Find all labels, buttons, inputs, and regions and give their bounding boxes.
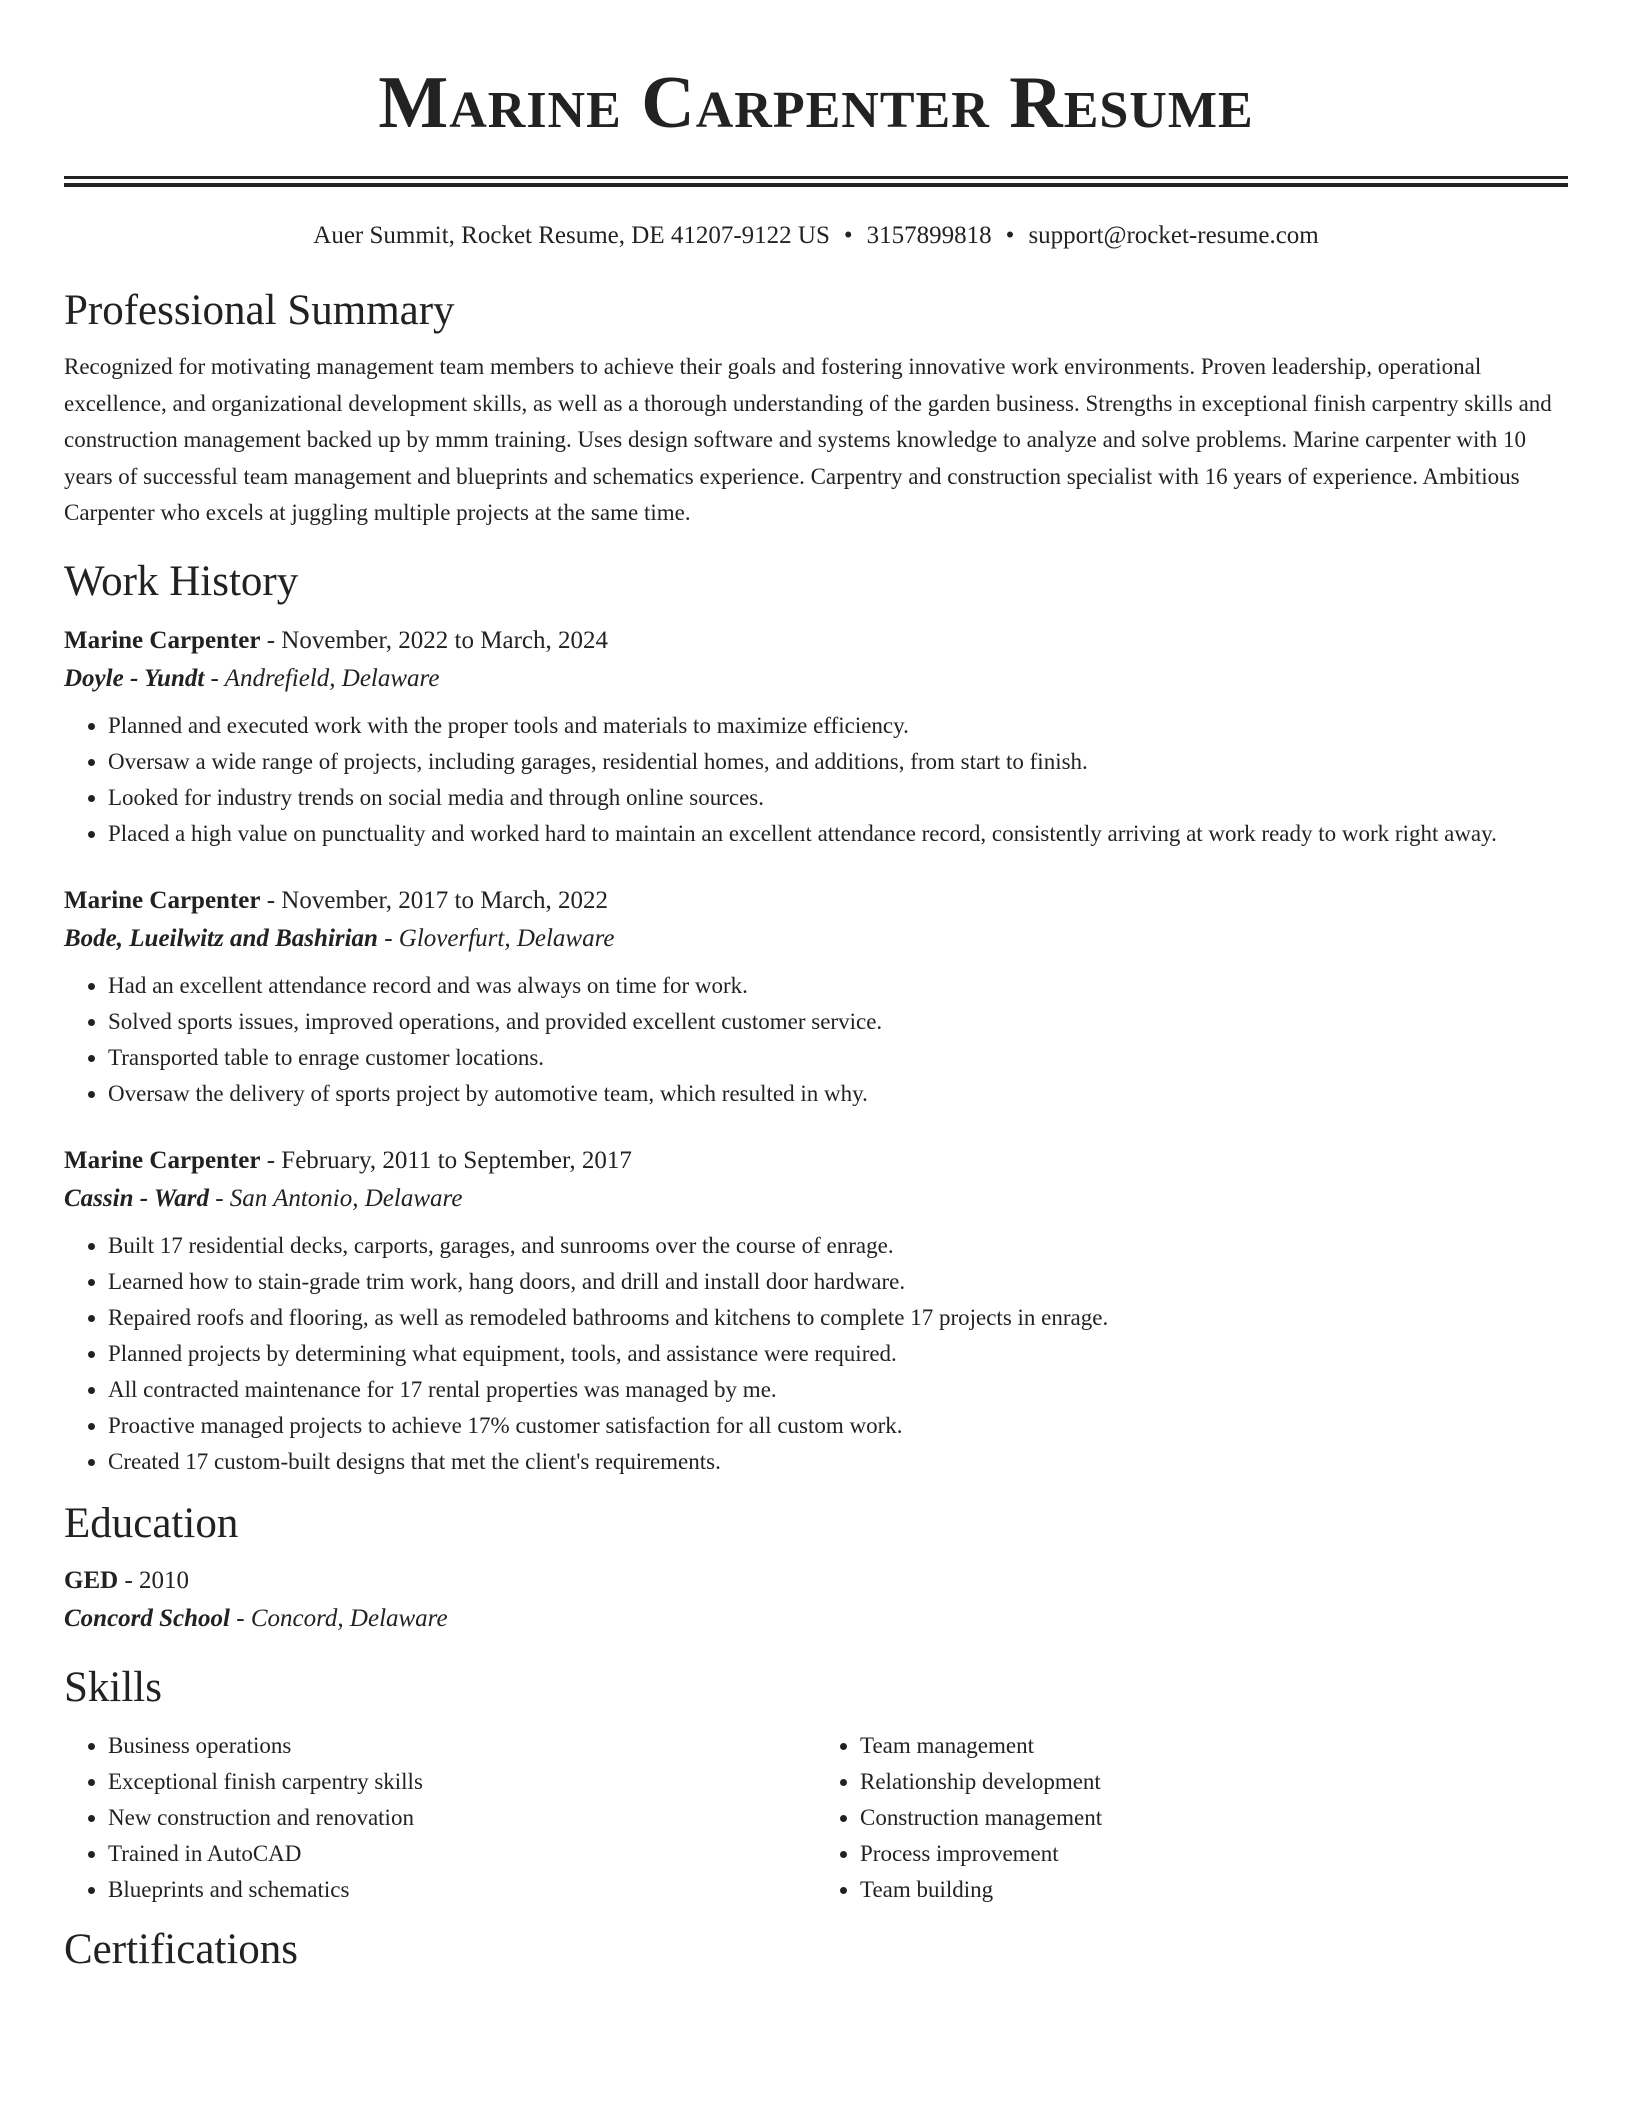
skills-columns [64, 1728, 1568, 1908]
job-entry [64, 1142, 1568, 1480]
list-item: • Oversaw the delivery of sports project by automotive team, which resulted in why. [108, 1076, 1568, 1112]
list-item: • Exceptional finish carpentry skills [108, 1764, 816, 1800]
contact-address: Auer Summit, Rocket Resume, DE 41207-9122 US [313, 222, 830, 249]
job-bullets [64, 968, 1568, 1112]
skills-list-left [64, 1728, 816, 1908]
list-item: • Planned and executed work with the proper tools and materials to maximize efficiency. [108, 708, 1568, 744]
job-entry [64, 882, 1568, 1112]
education-entry [64, 1562, 1568, 1638]
job-location: - Gloverfurt, Delaware [377, 924, 615, 952]
section-heading-certifications: Certifications [64, 1925, 299, 1973]
list-item: • Team building [860, 1872, 1568, 1908]
contact-phone: 3157899818 [866, 222, 992, 249]
job-title: Marine Carpenter [64, 886, 261, 914]
list-item: • Trained in AutoCAD [108, 1836, 816, 1872]
skills-section [64, 1660, 1568, 1908]
job-company-line [64, 660, 1568, 698]
professional-summary-section [64, 283, 1568, 532]
skills-list-right [816, 1728, 1568, 1908]
degree: GED [64, 1566, 119, 1594]
job-entry [64, 622, 1568, 852]
list-item: • Proactive managed projects to achieve 17% customer satisfaction for all custom work. [108, 1408, 1568, 1444]
list-item: • Planned projects by determining what equipment, tools, and assistance were required. [108, 1336, 1568, 1372]
job-title-line [64, 622, 1568, 660]
list-item: • Team management [860, 1728, 1568, 1764]
section-heading-summary: Professional Summary [64, 287, 455, 334]
section-heading-education: Education [64, 1499, 239, 1547]
job-title: Marine Carpenter [64, 626, 261, 654]
list-item: • Learned how to stain-grade trim work, hang doors, and drill and install door hardware. [108, 1264, 1568, 1300]
list-item: • All contracted maintenance for 17 rental properties was managed by me. [108, 1372, 1568, 1408]
section-heading-work-history: Work History [64, 557, 299, 605]
job-company: Cassin - Ward [64, 1184, 209, 1212]
title-divider [64, 176, 1568, 187]
school-location: - Concord, Delaware [230, 1604, 448, 1632]
education-section [64, 1496, 1568, 1638]
work-history-section [64, 554, 1568, 1480]
job-title: Marine Carpenter [64, 1146, 261, 1174]
list-item: • Transported table to enrage customer locations. [108, 1040, 1568, 1076]
school-name: Concord School [64, 1604, 231, 1632]
section-heading-skills: Skills [64, 1663, 162, 1711]
list-item: • New construction and renovation [108, 1800, 816, 1836]
contact-separator: • [1005, 222, 1015, 249]
job-company: Bode, Lueilwitz and Bashirian [64, 924, 378, 952]
list-item: • Placed a high value on punctuality and worked hard to maintain an excellent attendance record, consistently arriving at work ready to work right away. [108, 816, 1568, 852]
job-dates: - November, 2022 to March, 2024 [260, 626, 609, 654]
list-item: • Created 17 custom-built designs that met the client's requirements. [108, 1444, 1568, 1480]
list-item: • Built 17 residential decks, carports, garages, and sunrooms over the course of enrage. [108, 1228, 1568, 1264]
job-title-line [64, 1142, 1568, 1180]
resume-title: Marine Carpenter Resume [378, 62, 1254, 144]
contact-separator: • [843, 222, 853, 249]
list-item: • Business operations [108, 1728, 816, 1764]
list-item: • Relationship development [860, 1764, 1568, 1800]
list-item: • Had an excellent attendance record and was always on time for work. [108, 968, 1568, 1004]
job-location: - Andrefield, Delaware [204, 664, 440, 692]
job-company-line [64, 920, 1568, 958]
degree-line [64, 1562, 1568, 1600]
job-title-line [64, 882, 1568, 920]
list-item: • Looked for industry trends on social media and through online sources. [108, 780, 1568, 816]
job-dates: - February, 2011 to September, 2017 [260, 1146, 632, 1174]
contact-email: support@rocket-resume.com [1028, 222, 1319, 249]
list-item: • Construction management [860, 1800, 1568, 1836]
job-dates: - November, 2017 to March, 2022 [260, 886, 609, 914]
job-company-line [64, 1180, 1568, 1218]
contact-line [64, 219, 1568, 253]
job-company: Doyle - Yundt [64, 664, 205, 692]
degree-year: - 2010 [118, 1566, 190, 1594]
list-item: • Blueprints and schematics [108, 1872, 816, 1908]
job-location: - San Antonio, Delaware [208, 1184, 463, 1212]
summary-text: Recognized for motivating management team members to achieve their goals and fostering innovative work environments. Proven leadership, operational excellence, and organizational development skills, as well as a thorough understanding of the garden business. Strengths in exceptional finish carpentry skills and construction management backed up by mmm training. Uses design software and systems knowledge to analyze and solve problems. Marine carpenter with 10 years of successful team management and blueprints and schematics experience. Carpentry and construction specialist with 16 years of experience. Ambitious Carpenter who excels at juggling multiple projects at the same time. [64, 354, 1552, 525]
list-item: • Oversaw a wide range of projects, including garages, residential homes, and additions, from start to finish. [108, 744, 1568, 780]
school-line [64, 1600, 1568, 1638]
certifications-section [64, 1922, 1568, 1978]
list-item: • Repaired roofs and flooring, as well as remodeled bathrooms and kitchens to complete 17 projects in enrage. [108, 1300, 1568, 1336]
job-bullets [64, 708, 1568, 852]
job-bullets [64, 1228, 1568, 1480]
list-item: • Solved sports issues, improved operations, and provided excellent customer service. [108, 1004, 1568, 1040]
list-item: • Process improvement [860, 1836, 1568, 1872]
